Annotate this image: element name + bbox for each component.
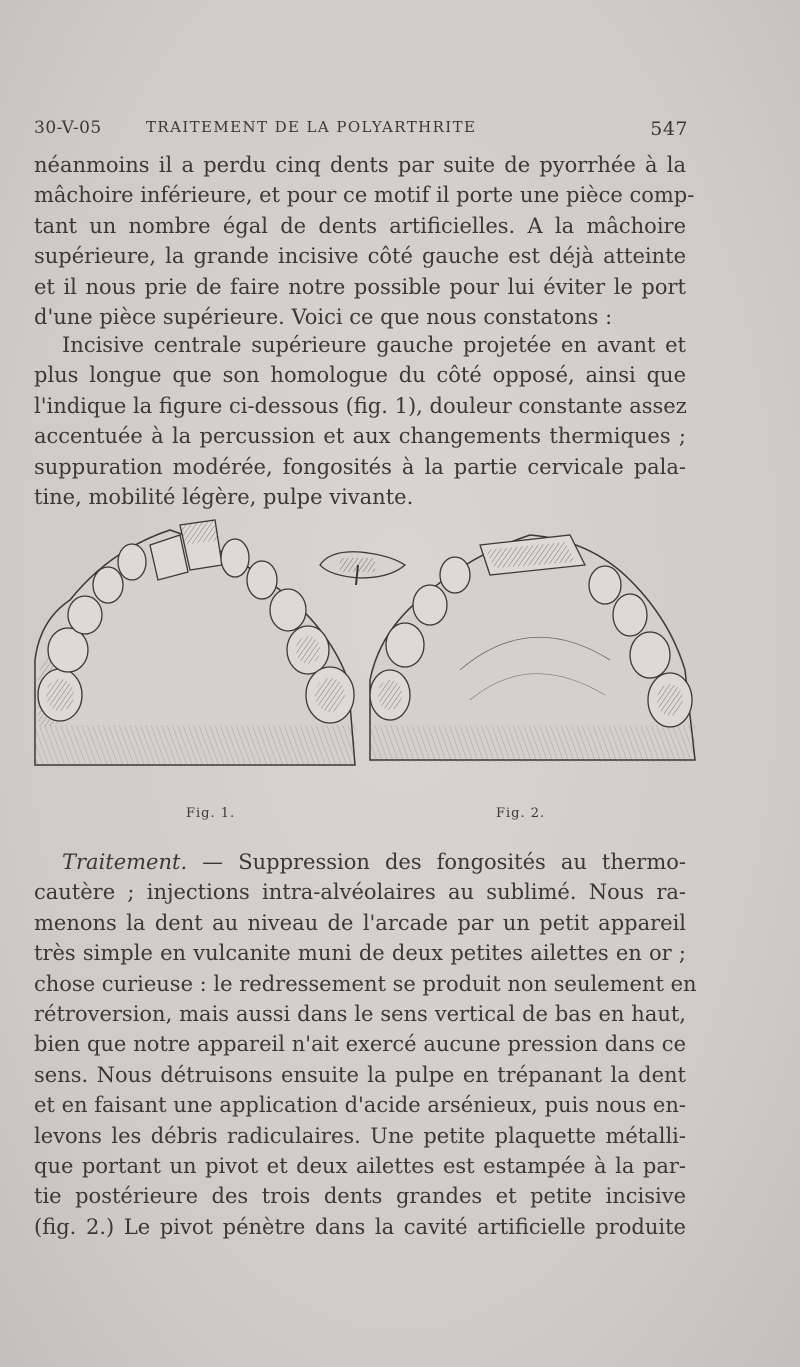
text-line: rétroversion, mais aussi dans le sens vertical de bas en haut,: [34, 1001, 686, 1026]
text-line: supérieure, la grande incisive côté gauche est déjà atteinte: [34, 244, 686, 269]
text-line: levons les débris radiculaires. Une petite plaquette métalli-: [34, 1123, 686, 1148]
text-line: néanmoins il a perdu cinq dents par suite de pyorrhée à la: [34, 153, 686, 177]
text-fragment: — Suppression des fongosités au thermo-: [187, 850, 686, 874]
text-line: d'une pièce supérieure. Voici ce que nous constatons :: [34, 304, 613, 329]
text-line: suppuration modérée, fongosités à la partie cervicale pala-: [34, 454, 686, 479]
paragraph-3: [34, 847, 697, 1242]
header-title: TRAITEMENT DE LA POLYARTHRITE: [146, 118, 477, 136]
italic-lead: Traitement.: [62, 850, 188, 874]
text-line: chose curieuse : le redressement se produit non seulement en: [34, 971, 697, 996]
text-line: accentuée à la percussion et aux changements thermiques ;: [34, 424, 686, 449]
text-line: bien que notre appareil n'ait exercé aucune pression dans ce: [34, 1032, 686, 1057]
page-number: 547: [650, 118, 688, 140]
text-line: menons la dent au niveau de l'arcade par un petit appareil: [34, 910, 686, 935]
paragraph-2: [34, 330, 686, 512]
header-date: 30-V-05: [34, 118, 102, 138]
text-line: et il nous prie de faire notre possible pour lui éviter le port: [34, 274, 686, 299]
text-line: très simple en vulcanite muni de deux petites ailettes en or ;: [34, 941, 686, 966]
fig2-dental-cast: [370, 535, 695, 762]
text-line: cautère ; injections intra-alvéolaires au sublimé. Nous ra-: [34, 880, 686, 905]
fig1-dental-cast: [35, 520, 355, 765]
text-line: tine, mobilité légère, pulpe vivante.: [34, 484, 414, 509]
text-line: tie postérieure des trois dents grandes et petite incisive: [34, 1184, 686, 1209]
dental-figures: [30, 510, 700, 810]
text-line: tant un nombre égal de dents artificielles. A la mâchoire: [34, 213, 686, 238]
fig1-caption: Fig. 1.: [186, 806, 236, 821]
paragraph-1: [34, 150, 695, 332]
text-line: (fig. 2.) Le pivot pénètre dans la cavité artificielle produite: [34, 1214, 686, 1239]
text-line: Incisive centrale supérieure gauche projetée en avant et: [62, 333, 686, 357]
fig2-caption: Fig. 2.: [496, 806, 546, 821]
text-line: sens. Nous détruisons ensuite la pulpe en trépanant la dent: [34, 1062, 686, 1087]
running-header: [34, 118, 688, 142]
text-line: l'indique la figure ci-dessous (fig. 1), douleur constante assez: [34, 393, 687, 418]
text-line: mâchoire inférieure, et pour ce motif il porte une pièce comp-: [34, 183, 695, 208]
text-line: [34, 847, 686, 877]
text-line: que portant un pivot et deux ailettes est estampée à la par-: [34, 1153, 686, 1178]
appliance-illustration: [320, 552, 405, 585]
text-line: et en faisant une application d'acide arsénieux, puis nous en-: [34, 1093, 686, 1118]
text-line: plus longue que son homologue du côté opposé, ainsi que: [34, 363, 686, 388]
